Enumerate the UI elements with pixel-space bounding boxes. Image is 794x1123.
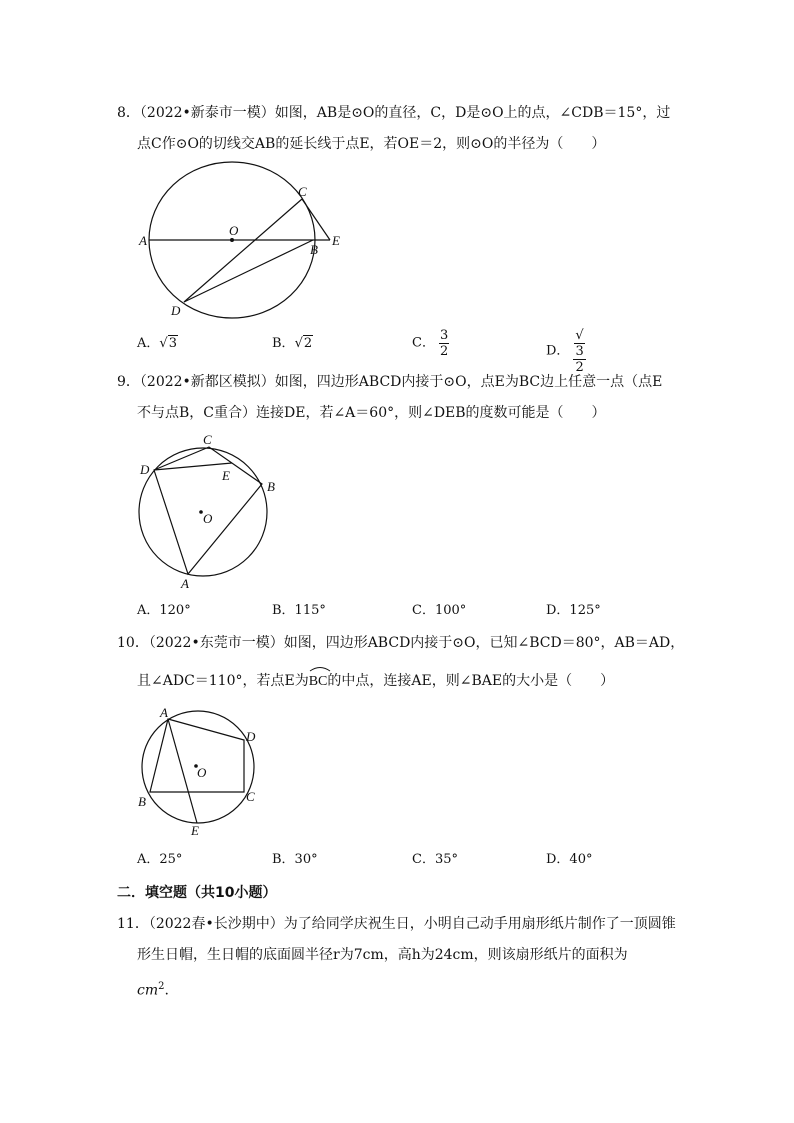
q8-option-a-value: 3	[168, 336, 177, 351]
q8-option-c-letter: C．	[412, 335, 435, 351]
q8-label-o: O	[229, 223, 239, 238]
q10-line-ae	[168, 719, 197, 823]
q9-label-a: A	[181, 576, 189, 591]
q8-label-d: D	[171, 303, 181, 318]
radical-icon: √	[575, 328, 584, 343]
q10-label-d: D	[246, 729, 256, 744]
radical-icon: √	[159, 336, 168, 351]
q8-option-a-letter: A．	[137, 336, 160, 351]
radical-icon: √	[294, 336, 303, 351]
q9-label-d: D	[140, 462, 150, 477]
q8-option-b-value: 2	[303, 336, 313, 351]
q8-option-c-num: 3	[439, 328, 449, 343]
q8-label-e: E	[332, 233, 340, 248]
q9-label-o: O	[203, 511, 213, 526]
q8-line1: 8．（2022•新泰市一模）如图，AB是⊙O的直径，C，D是⊙O上的点，∠CDB＝15°，过	[117, 105, 671, 121]
q10-option-d[interactable]: D．40°	[546, 852, 593, 867]
q9-label-c: C	[203, 432, 212, 447]
q11-line2: 形生日帽，生日帽的底面圆半径r为7cm，高h为24cm，则该扇形纸片的面积为	[137, 947, 628, 963]
q8-label-a: A	[139, 233, 147, 248]
q9-option-b[interactable]: B．115°	[272, 603, 326, 618]
q10-line2-pre: 且∠ADC＝110°，若点E为	[137, 673, 309, 689]
q10-option-b[interactable]: B．30°	[272, 852, 318, 867]
q9-line2: 不与点B，C重合）连接DE，若∠A＝60°，则∠DEB的度数可能是（ ）	[137, 405, 606, 421]
q11-unit: cm	[137, 982, 159, 999]
q11-end: .	[164, 982, 169, 999]
q10-arc-text: BC	[308, 674, 328, 689]
q10-line2-post: 的中点，连接AE，则∠BAE的大小是（ ）	[327, 673, 615, 689]
q8-label-c: C	[298, 184, 307, 199]
q11-line3	[137, 977, 169, 1001]
q9-option-a[interactable]: A．120°	[137, 603, 191, 618]
q9-label-b: B	[267, 479, 275, 494]
section2-heading: 二．填空题（共10小题）	[117, 885, 277, 901]
q10-label-o: O	[197, 765, 207, 780]
q9-line1: 9．（2022•新都区模拟）如图，四边形ABCD内接于⊙O，点E为BC边上任意一点（点E	[117, 374, 663, 390]
q10-label-a: A	[160, 705, 168, 720]
q10-quadrilateral	[150, 719, 244, 792]
q11-unit-exponent: 2	[158, 981, 165, 992]
q10-option-a[interactable]: A．25°	[137, 852, 183, 867]
q8-label-b: B	[310, 242, 318, 257]
q8-option-c-den: 2	[439, 344, 449, 359]
q10-line1: 10．（2022•东莞市一模）如图，四边形ABCD内接于⊙O，已知∠BCD＝80°，AB＝AD，	[117, 635, 685, 651]
q8-option-d-num: 3	[575, 344, 584, 359]
q10-label-b: B	[138, 794, 146, 809]
q9-option-d[interactable]: D．125°	[546, 603, 601, 618]
q10-label-c: C	[246, 789, 255, 804]
q8-option-d-letter: D．	[546, 343, 570, 359]
q11-line1: 11．（2022春•长沙期中）为了给同学庆祝生日，小明自己动手用扇形纸片制作了一顶圆锥	[117, 916, 676, 932]
q10-option-c[interactable]: C．35°	[412, 852, 458, 867]
q8-line2: 点C作⊙O的切线交AB的延长线于点E，若OE＝2，则⊙O的半径为（ ）	[137, 136, 606, 152]
q9-label-e: E	[222, 468, 230, 483]
q8-option-b-letter: B．	[272, 336, 295, 351]
q9-option-c[interactable]: C．100°	[412, 603, 467, 618]
q10-label-e: E	[191, 823, 199, 838]
q8-option-d-den: 2	[575, 360, 584, 375]
